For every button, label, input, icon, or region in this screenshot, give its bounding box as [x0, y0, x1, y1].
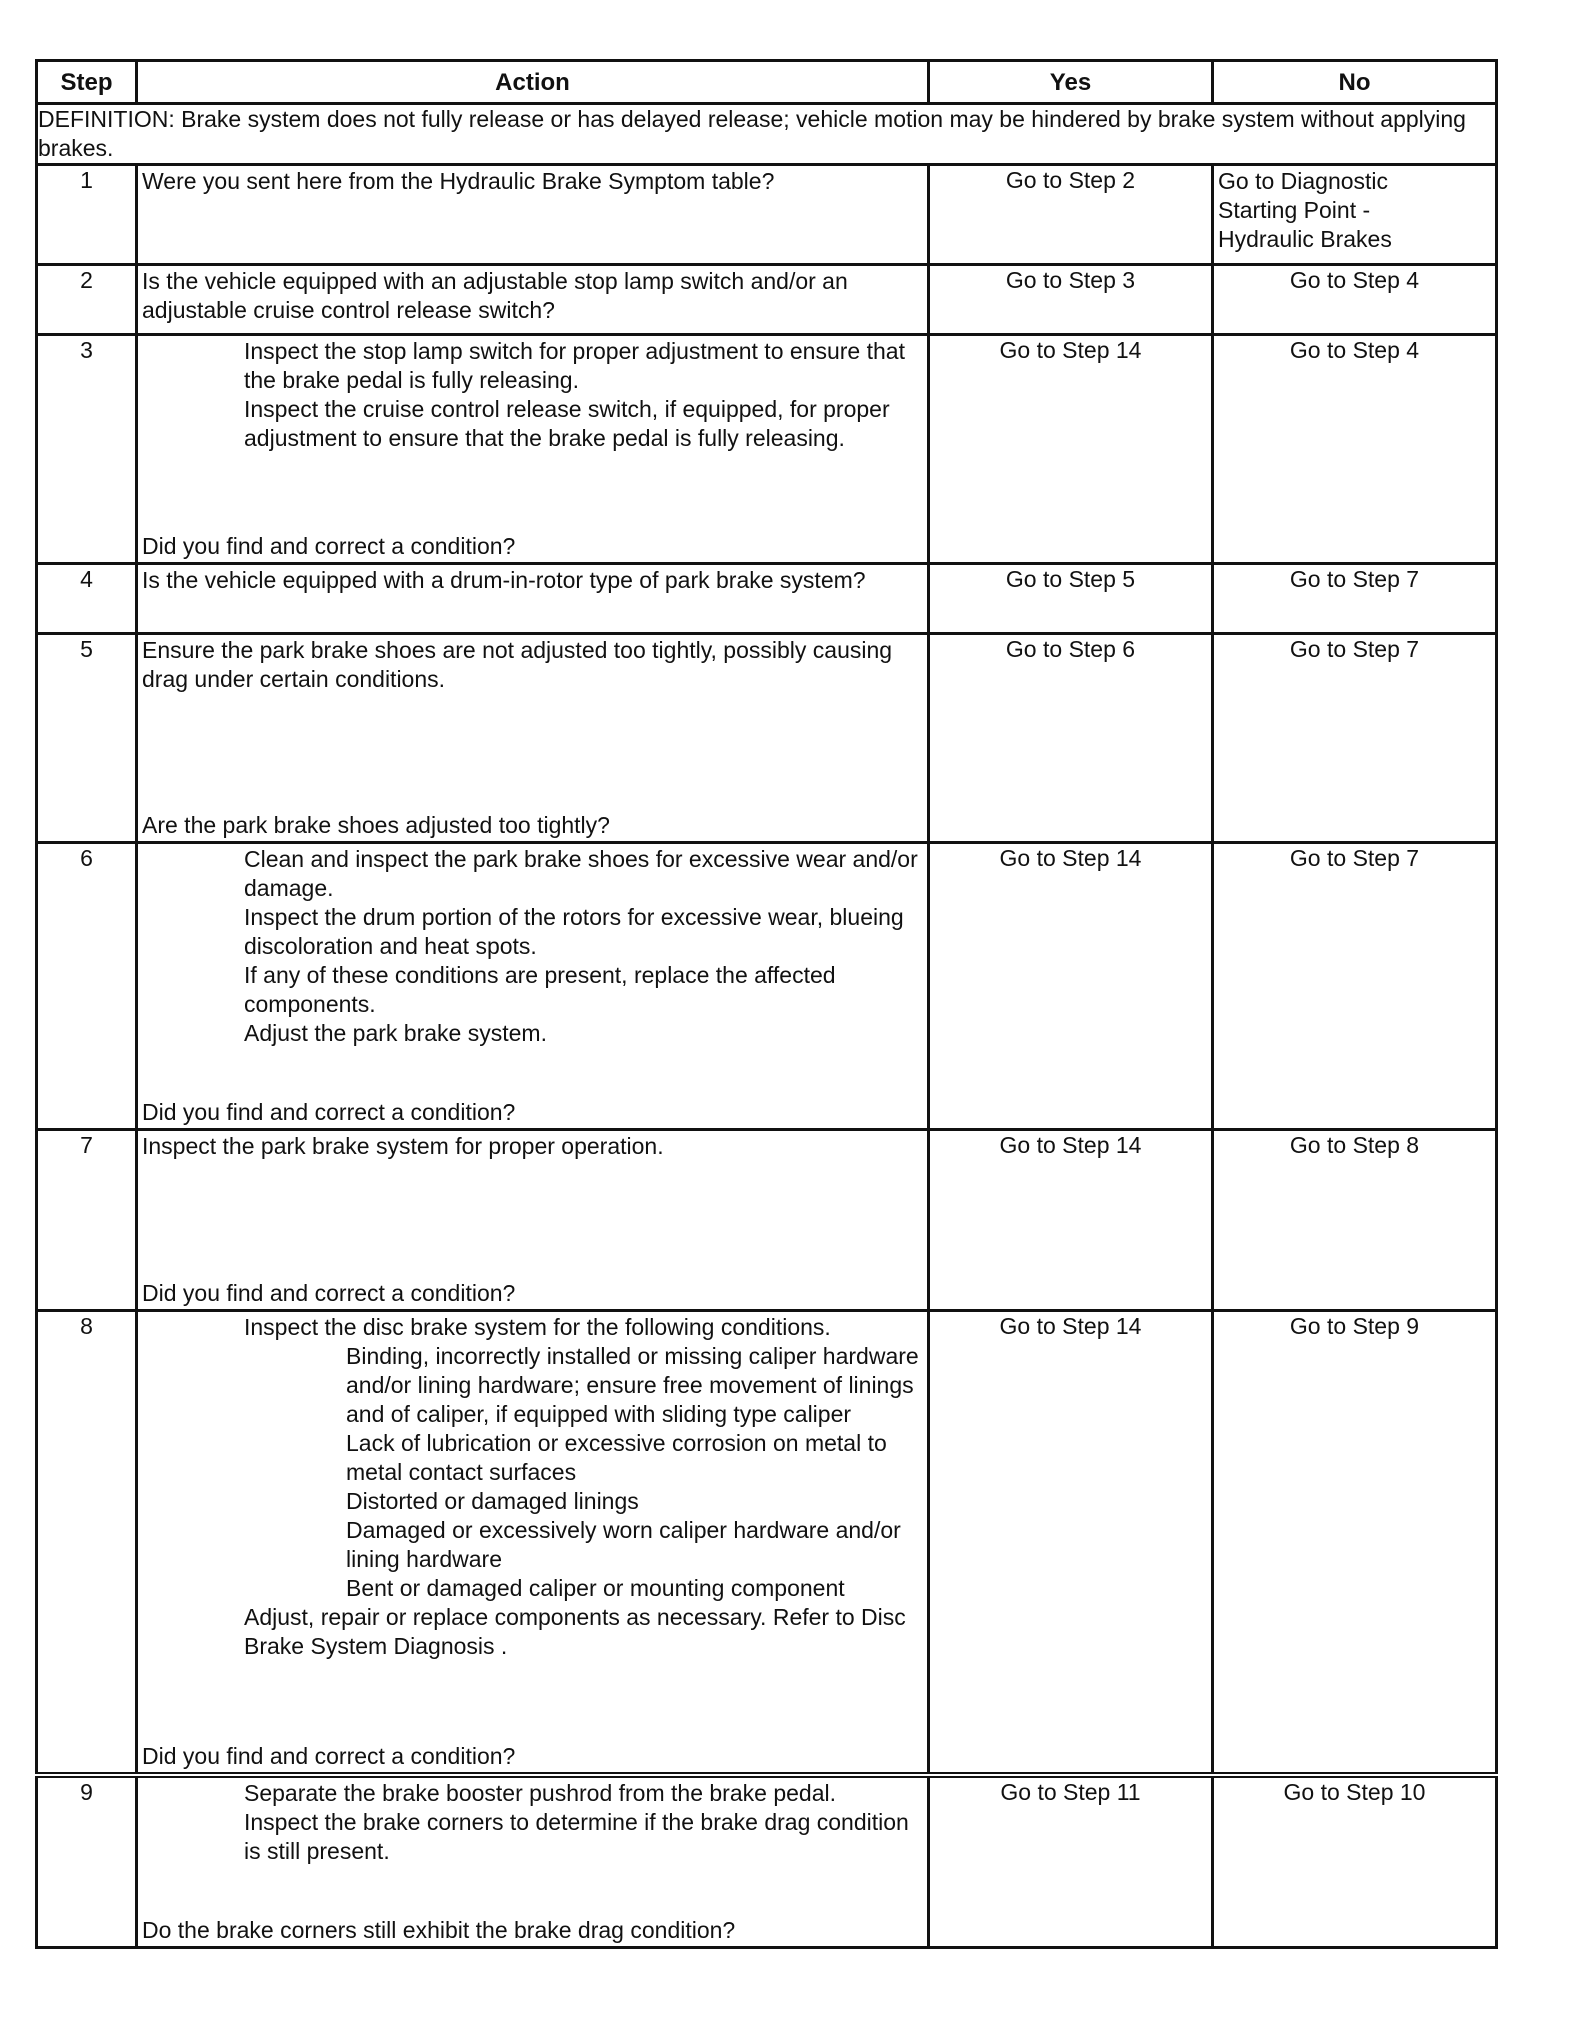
no-line: Go to Diagnostic: [1218, 168, 1389, 194]
step-number: 8: [37, 1311, 137, 1776]
diagnostic-table: [35, 59, 1498, 1949]
yes-cell: Go to Step 5: [929, 564, 1213, 634]
action-question: Did you find and correct a condition?: [142, 533, 516, 559]
yes-cell: Go to Step 2: [929, 165, 1213, 265]
action-question: Is the vehicle equipped with an adjustable stop lamp switch and/or an adjustable cruise control release switch?: [142, 268, 848, 323]
action-instruction: Separate the brake booster pushrod from the brake pedal.: [244, 1780, 836, 1806]
action-subitem: Binding, incorrectly installed or missing caliper hardware and/or lining hardware; ensure free movement of linings and of caliper, if equipped with sliding type caliper: [346, 1343, 919, 1427]
action-cell: [137, 1130, 929, 1311]
header-yes: Yes: [929, 61, 1213, 104]
header-row: [37, 61, 1497, 104]
header-step: Step: [37, 61, 137, 104]
action-question: Is the vehicle equipped with a drum-in-rotor type of park brake system?: [142, 567, 866, 593]
action-instruction: Inspect the park brake system for proper operation.: [142, 1133, 664, 1159]
action-instruction: Adjust the park brake system.: [244, 1020, 547, 1046]
action-instruction: Clean and inspect the park brake shoes for excessive wear and/or damage.: [244, 846, 918, 901]
step-number: 5: [37, 634, 137, 843]
yes-cell: Go to Step 14: [929, 843, 1213, 1130]
table-row: [37, 335, 1497, 564]
no-cell: Go to Step 7: [1213, 843, 1497, 1130]
no-cell: Go to Step 10: [1213, 1775, 1497, 1948]
action-subitem: Distorted or damaged linings: [346, 1488, 639, 1514]
table-row: [37, 165, 1497, 265]
table-row: [37, 843, 1497, 1130]
step-number: 2: [37, 265, 137, 335]
yes-cell: Go to Step 3: [929, 265, 1213, 335]
action-instruction: Adjust, repair or replace components as necessary. Refer to Disc Brake System Diagnosis .: [244, 1604, 906, 1659]
no-cell: Go to Step 4: [1213, 335, 1497, 564]
action-instruction: Ensure the park brake shoes are not adjusted too tightly, possibly causing drag under certain conditions.: [142, 637, 893, 692]
header-action: Action: [137, 61, 929, 104]
table-row: [37, 564, 1497, 634]
table-row: [37, 1311, 1497, 1776]
no-line: Starting Point -: [1218, 197, 1371, 223]
no-line: Hydraulic Brakes: [1218, 226, 1392, 252]
yes-cell: Go to Step 14: [929, 335, 1213, 564]
step-number: 9: [37, 1775, 137, 1948]
yes-cell: Go to Step 6: [929, 634, 1213, 843]
no-cell: Go to Step 7: [1213, 564, 1497, 634]
action-cell: [137, 1775, 929, 1948]
action-subitem: Lack of lubrication or excessive corrosion on metal to metal contact surfaces: [346, 1430, 887, 1485]
table-row: [37, 265, 1497, 335]
action-cell: [137, 564, 929, 634]
no-cell: [1213, 165, 1497, 265]
step-number: 1: [37, 165, 137, 265]
action-subitem: Damaged or excessively worn caliper hardware and/or lining hardware: [346, 1517, 901, 1572]
action-question: Did you find and correct a condition?: [142, 1099, 516, 1125]
step-number: 3: [37, 335, 137, 564]
step-number: 6: [37, 843, 137, 1130]
action-question: Did you find and correct a condition?: [142, 1743, 516, 1769]
yes-cell: Go to Step 14: [929, 1130, 1213, 1311]
action-instruction: Inspect the brake corners to determine if the brake drag condition is still present.: [244, 1809, 909, 1864]
action-question: Did you find and correct a condition?: [142, 1280, 516, 1306]
action-question: Are the park brake shoes adjusted too tightly?: [142, 812, 610, 838]
action-instruction: If any of these conditions are present, replace the affected components.: [244, 962, 836, 1017]
yes-cell: Go to Step 11: [929, 1775, 1213, 1948]
action-question: Do the brake corners still exhibit the brake drag condition?: [142, 1917, 736, 1943]
action-cell: [137, 1311, 929, 1776]
no-cell: Go to Step 8: [1213, 1130, 1497, 1311]
action-instruction: Inspect the cruise control release switch, if equipped, for proper adjustment to ensure that the brake pedal is fully releasing.: [244, 396, 890, 451]
no-cell: Go to Step 9: [1213, 1311, 1497, 1776]
action-cell: [137, 335, 929, 564]
action-instruction: Inspect the disc brake system for the following conditions.: [244, 1314, 831, 1340]
step-number: 4: [37, 564, 137, 634]
header-no: No: [1213, 61, 1497, 104]
action-subitem: Bent or damaged caliper or mounting component: [346, 1575, 845, 1601]
action-cell: [137, 634, 929, 843]
no-cell: Go to Step 7: [1213, 634, 1497, 843]
definition-text: DEFINITION: Brake system does not fully release or has delayed release; vehicle motion may be hindered by brake system without applying brakes.: [37, 104, 1497, 165]
action-cell: [137, 165, 929, 265]
yes-cell: Go to Step 14: [929, 1311, 1213, 1776]
action-cell: [137, 843, 929, 1130]
action-instruction: Inspect the stop lamp switch for proper adjustment to ensure that the brake pedal is fully releasing.: [244, 338, 905, 393]
definition-row: [37, 104, 1497, 165]
step-number: 7: [37, 1130, 137, 1311]
table-row: [37, 1130, 1497, 1311]
action-cell: [137, 265, 929, 335]
no-cell: Go to Step 4: [1213, 265, 1497, 335]
table-row: [37, 634, 1497, 843]
action-question: Were you sent here from the Hydraulic Brake Symptom table?: [142, 168, 775, 194]
table-row: [37, 1775, 1497, 1948]
action-instruction: Inspect the drum portion of the rotors for excessive wear, blueing discoloration and heat spots.: [244, 904, 904, 959]
